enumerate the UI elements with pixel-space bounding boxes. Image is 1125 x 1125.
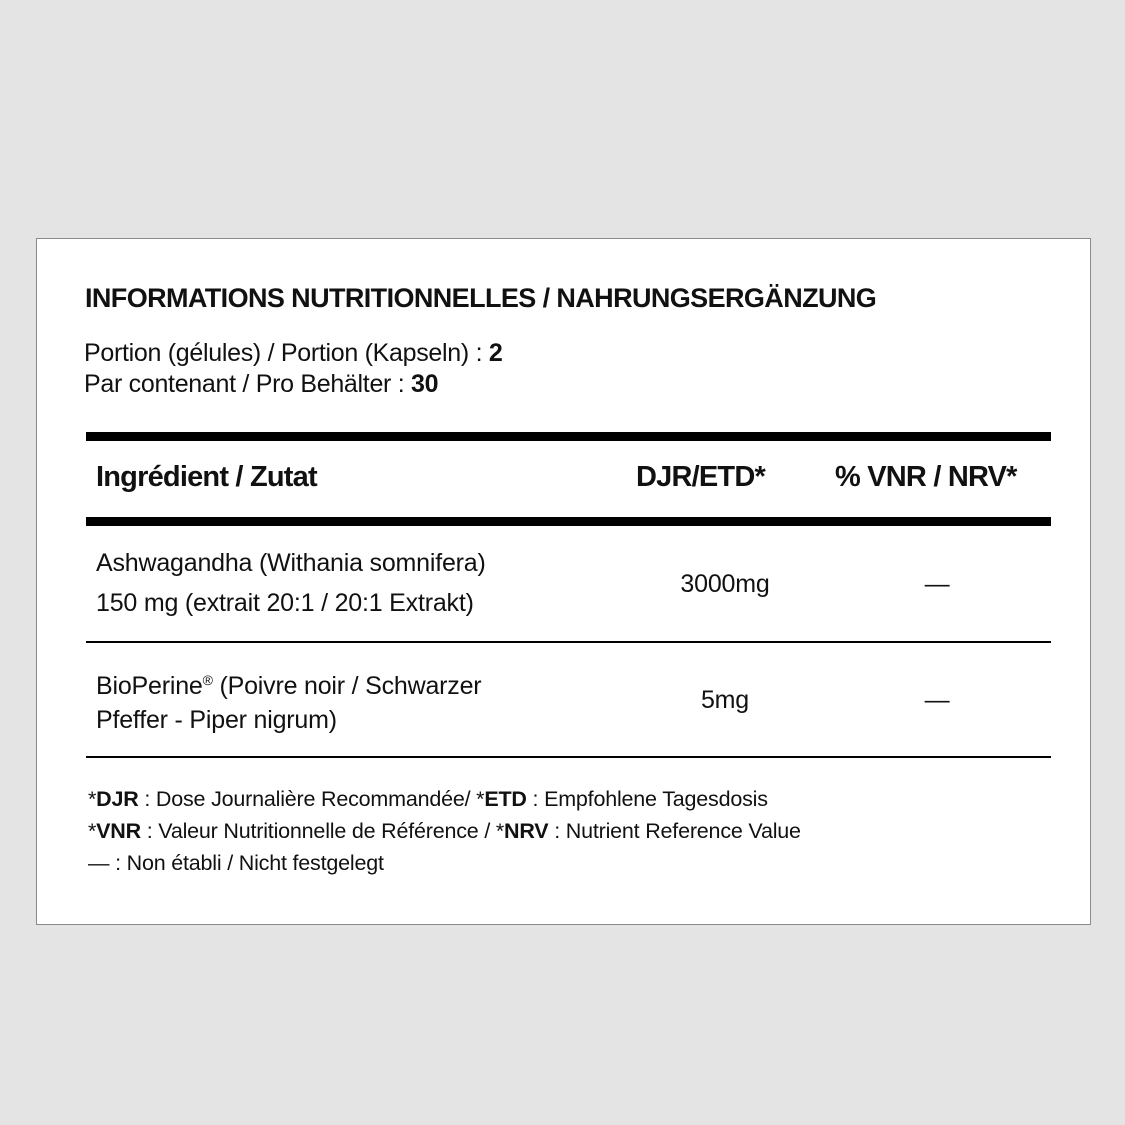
row-divider [86, 641, 1051, 643]
header-nrv: % VNR / NRV* [835, 461, 1017, 493]
footnote-text: : Valeur Nutritionnelle de Référence / * [140, 819, 505, 843]
servings-per-container-value: 30 [411, 370, 439, 398]
ingredient-line-1: Ashwagandha (Withania somnifera) [96, 549, 486, 577]
footnote-text: : Empfohlene Tagesdosis [526, 787, 768, 811]
ingredient-line-2: 150 mg (extrait 20:1 / 20:1 Extrakt) [96, 589, 474, 617]
ingredient-line-2: Pfeffer - Piper nigrum) [96, 706, 337, 734]
asterisk: * [88, 787, 97, 811]
header-daily-dose: DJR/ETD* [636, 461, 765, 493]
ingredient-nrv: — [924, 570, 950, 598]
header-ingredient: Ingrédient / Zutat [96, 461, 317, 493]
registered-mark: ® [202, 672, 213, 688]
table-bottom-rule [86, 756, 1051, 758]
serving-size [84, 339, 502, 368]
serving-size-label: Portion (gélules) / Portion (Kapseln) : [84, 339, 489, 367]
abbr-vnr: VNR [96, 819, 141, 843]
servings-per-container [84, 370, 438, 399]
footnote-vnr [88, 819, 801, 844]
servings-per-container-label: Par contenant / Pro Behälter : [84, 370, 412, 398]
header-bottom-rule [86, 517, 1051, 526]
nutrition-title: INFORMATIONS NUTRITIONNELLES / NAHRUNGSERGÄNZUNG [85, 283, 877, 313]
asterisk: * [88, 819, 97, 843]
footnote-text: : Dose Journalière Recommandée/ * [138, 787, 485, 811]
ingredient-amount: 3000mg [680, 570, 770, 598]
ingredient-nrv: — [924, 686, 950, 714]
ingredient-desc: (Poivre noir / Schwarzer [212, 672, 482, 700]
ingredient-amount: 5mg [700, 686, 750, 714]
footnote-djr [88, 787, 768, 812]
footnote-text: : Nutrient Reference Value [548, 819, 801, 843]
footnote-dash: — : Non établi / Nicht festgelegt [88, 851, 384, 875]
serving-size-value: 2 [488, 339, 503, 367]
abbr-etd: ETD [484, 787, 527, 811]
nutrition-facts-card [36, 238, 1091, 925]
abbr-djr: DJR [96, 787, 139, 811]
table-top-rule [86, 432, 1051, 441]
ingredient-brand: BioPerine [96, 672, 203, 700]
abbr-nrv: NRV [504, 819, 549, 843]
